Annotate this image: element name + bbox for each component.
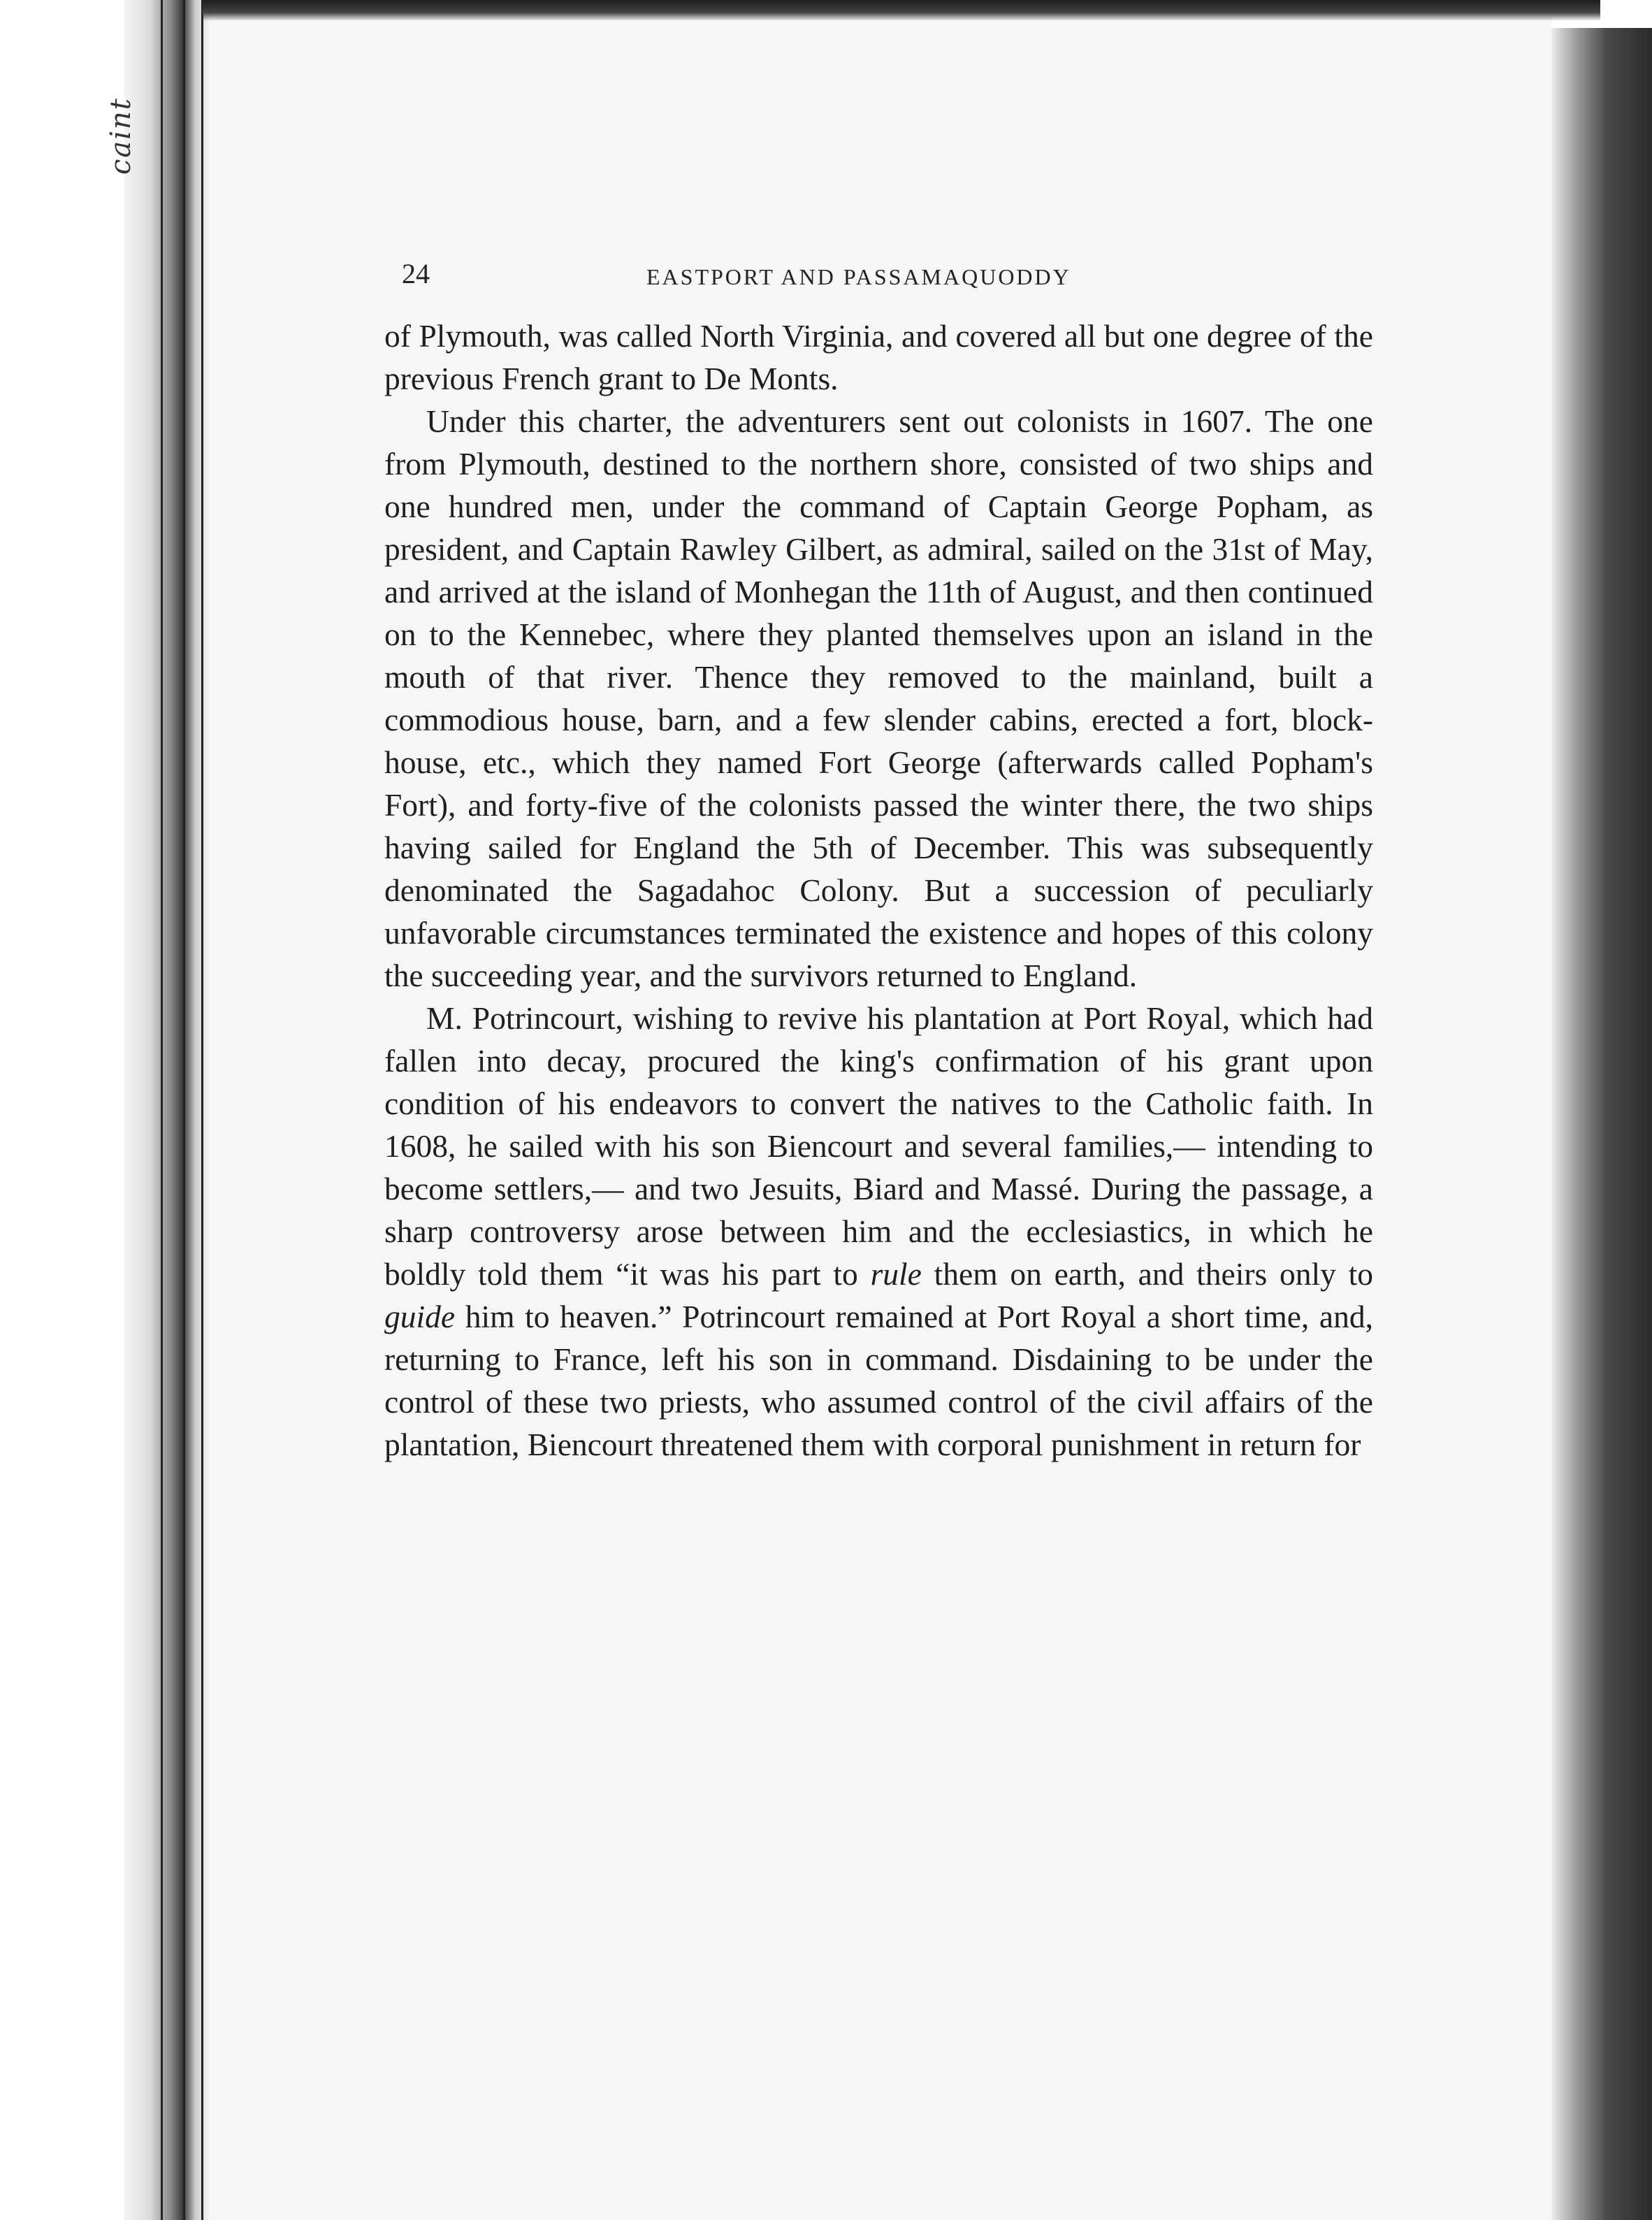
margin-annotation: caint [105, 97, 137, 175]
book-binding-edge [124, 0, 208, 2220]
italic-word: rule [870, 1256, 922, 1292]
body-text [384, 315, 1373, 1466]
paragraph-text: them on earth, and theirs only to [921, 1256, 1373, 1292]
paragraph [384, 997, 1373, 1466]
italic-word: guide [384, 1299, 456, 1334]
page-edge-shadow [1551, 28, 1652, 2220]
paragraph: Under this charter, the adventurers sent out colonists in 1607. The one from Plymouth, destined to the northern shore, consisted of two ships and one hundred men, under the command of Captain George Popham, as president, and Captain Rawley Gilbert, as admiral, sailed on the 31st of May, and arrived at the island of Monhegan the 11th of August, and then continued on to the Kennebec, where they planted themselves upon an island in the mouth of that river. Thence they removed to the mainland, built a commodious house, barn, and a few slender cabins, erected a fort, block-house, etc., which they named Fort George (afterwards called Popham's Fort), and forty-five of the colonists passed the winter there, the two ships having sailed for England the 5th of December. This was subsequently denominated the Sagadahoc Colony. But a succession of peculiarly unfavorable circumstances terminated the existence and hopes of this colony the succeeding year, and the survivors returned to England. [384, 403, 1373, 993]
binding-line [183, 0, 185, 2220]
binding-line [161, 0, 163, 2220]
page-number: 24 [402, 258, 430, 289]
paragraph: of Plymouth, was called North Virginia, and covered all but one degree of the previous French grant to De Monts. [384, 318, 1373, 396]
paragraph-text: M. Potrincourt, wishing to revive his plantation at Port Royal, which had fallen into decay, procured the king's confirmation of his grant upon condition of his endeavors to convert the natives to the Catholic faith. In 1608, he sailed with his son Biencourt and several families,— intending to become settlers,— and two Jesuits, Biard and Massé. During the passage, a sharp controversy arose between him and the ecclesiastics, in which he boldly told them “it was his part to [384, 1000, 1373, 1292]
top-edge-shadow [203, 0, 1600, 21]
paragraph-text: him to heaven.” Potrincourt remained at Port Royal a short time, and, returning to France, left his son in command. Disdaining to be under the control of these two priests, who assumed control of the civil affairs of the plantation, Biencourt threatened them with corporal punishment in return for [384, 1299, 1373, 1462]
binding-line [201, 0, 203, 2220]
running-head: EASTPORT AND PASSAMAQUODDY [646, 264, 1071, 289]
